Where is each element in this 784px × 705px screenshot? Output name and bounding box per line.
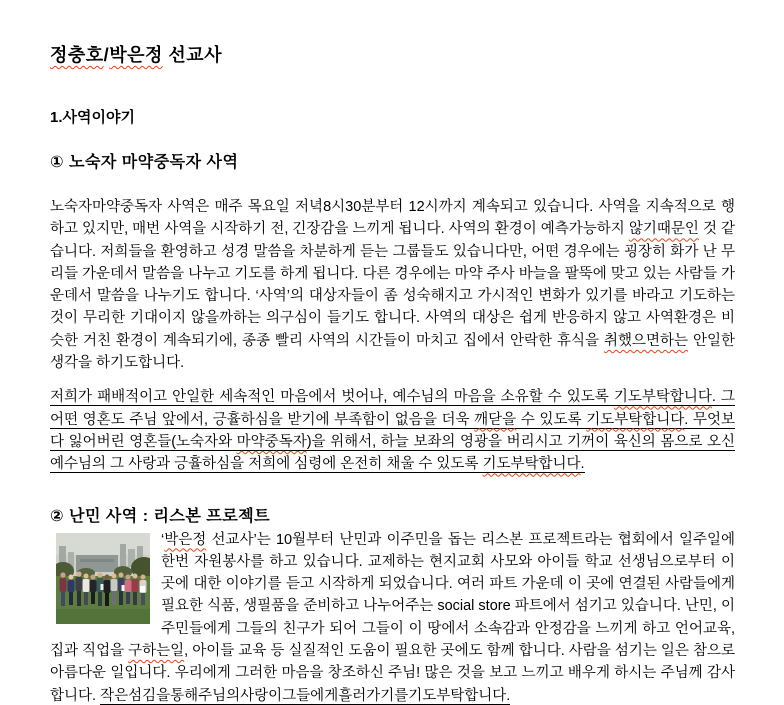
subsection-heading-refugee-ministry: ② 난민 사역 : 리스본 프로젝트 <box>50 507 271 525</box>
text-segment: 기도부탁합니다 <box>586 411 685 428</box>
text-segment: 박은정 <box>164 531 207 548</box>
text-segment: . 그 어떤 영혼도 주님 앞에서, 긍휼하심을 받기에 부족함이 없음을 더욱 <box>50 389 735 428</box>
text-segment: )을 위해서, 하늘 보좌의 영광을 버리시고 기꺼이 육신의 몸으로 오신 예수님의 그 사랑과 긍휼하심을 저희에 심령에 온전히 채울 수 있도록 <box>50 433 736 473</box>
text-segment: 선교사’는 10월부터 난민과 이주민을 돕는 리스본 프로젝트라는 협회에서 일주일에 한번 자원봉사를 하고 있습니다. 교제하는 현지교회 사모와 아이들 학교 선생님으로부터 이 곳에 대한 이야기를 듣고 시작하게 되었습니다. 여러 파트 가운데 이 곳에 연결된 사람들에게 필요한 식품, 생필품을 준비하고 나누어주는 social store 파트에서 섬기고 있습니다. 난민, 이주민들에게 그들의 친구가 되어 그들이 이 땅에서 소속감과 안정감을 느끼게 하고 언어교육, 집과 직업을 <box>50 531 735 660</box>
text-segment: 노숙자마약중독자 사역은 매주 목요일 저녁8시30분부터 12시까지 계속되고 있습니다. 사역을 지속적으로 행하고 있지만, 매번 사역을 시작하기 전, 긴장감을 느끼게 됩니다. 사역의 환경이 예측가능하지 <box>50 199 735 238</box>
text-segment: 깨닫을 <box>474 411 517 428</box>
text-segment: / <box>103 45 110 65</box>
text-segment: 것 같습니다. 저희들을 환영하고 성경 말씀을 차분하게 듣는 그룹들도 있습니다만, 어떤 경우에는 굉장히 화가 난 무리들 가운데서 말씀을 나누고 기도를 하게 됩니다. 다른 경우에는 마약 주사 바늘을 팔뚝에 맞고 있는 사람들 가운데서 말씀을 나누기도 합니다. ‘사역’의 대상자들이 좀 성숙해지고 가시적인 변화가 있기를 바라고 기도하는 것이 무리한 기대이지 않을까하는 의구심이 들기도 합니다. 사역의 대상은 쉽게 반응하지 않고 사역환경은 비슷한 거친 환경이 계속되기에, 종종 빨리 사역의 시간들이 마치고 집에서 안락한 휴식을 <box>50 221 736 349</box>
text-segment: 작은섬김을통해주님의사랑이그들에게흘러가기를기도부탁합니다. <box>100 687 511 704</box>
text-segment: 정충호 <box>50 45 104 65</box>
paragraph-refugee-ministry <box>50 529 735 705</box>
text-segment: 수 있도록 <box>516 411 587 428</box>
text-segment: 취했으면하는 <box>603 332 688 349</box>
group-photo-image <box>56 533 150 624</box>
doc-title <box>50 44 735 66</box>
text-segment: 않기때문인 <box>628 221 699 238</box>
text-segment: 마약중독자 <box>236 433 307 450</box>
section-heading-story: 1.사역이야기 <box>50 109 135 126</box>
text-segment: . 무엇보다 잃어버린 영혼들(노숙자와 <box>50 411 735 450</box>
text-segment: 선교사 <box>162 45 223 65</box>
text-segment: , 아이들 교육 등 실질적인 도움이 필요한 곳에도 함께 합니다. 사람을 섬기는 일은 참으로 아름다운 일입니다. 우리에게 그러한 마음을 창조하신 주님! 많은 것을 보고 느끼고 배우게 하시는 주님께 감사합니다. <box>50 643 736 704</box>
text-segment: 구하는일 <box>128 643 185 660</box>
text-segment: . <box>580 456 585 473</box>
text-segment: 기도부탁합니다 <box>613 389 712 406</box>
text-segment: 기도부탁합니다 <box>482 456 581 473</box>
text-segment: 안일한 생각을 하기도합니다. <box>50 332 735 372</box>
text-segment: 저희가 패배적이고 안일한 세속적인 마음에서 벗어나, 예수님의 마음을 소유할 수 있도록 <box>50 389 614 406</box>
subsection-heading-homeless-ministry: ① 노숙자 마약중독자 사역 <box>50 154 239 171</box>
paragraph-prayer-request <box>50 386 735 475</box>
paragraph-homeless-ministry <box>50 196 735 374</box>
text-segment: 박은정 <box>109 45 163 65</box>
text-segment: ‘ <box>161 531 165 548</box>
group-photo <box>56 533 150 624</box>
refugee-ministry-text <box>50 532 735 705</box>
